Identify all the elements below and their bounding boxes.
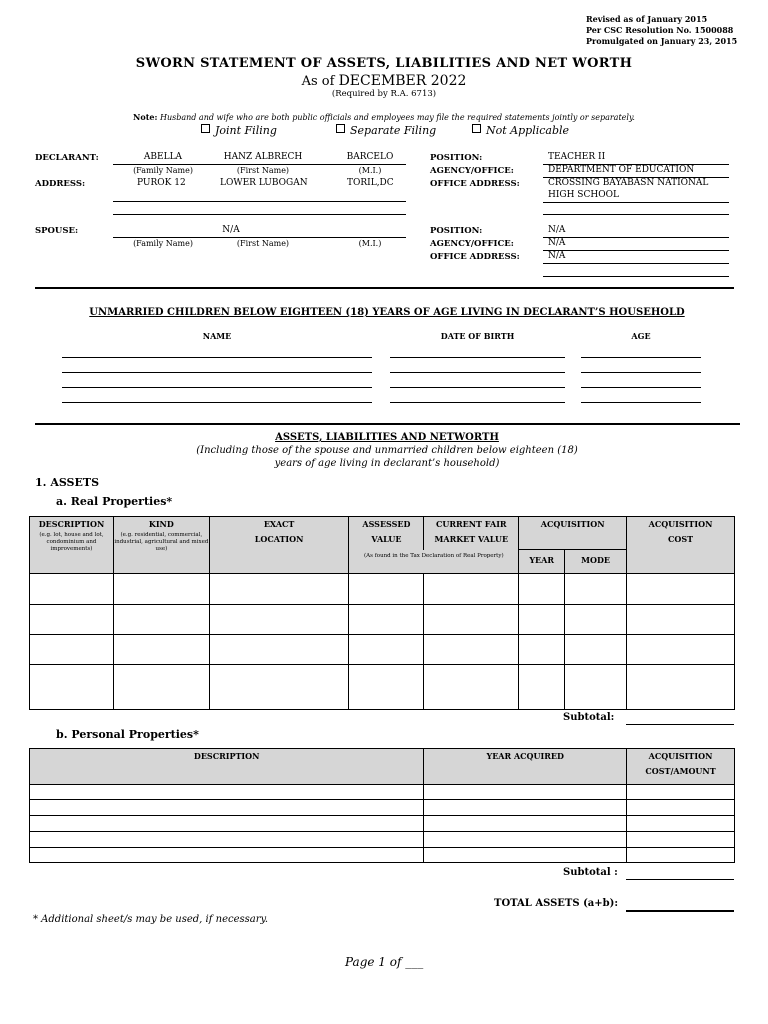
page-number: Page 1 of ___ xyxy=(345,955,424,969)
not-applicable-option[interactable] xyxy=(472,124,569,137)
spouse-office-address-line-2 xyxy=(543,276,729,277)
total-assets-label: TOTAL ASSETS (a+b): xyxy=(494,898,619,909)
caption-first-name: (First Name) xyxy=(236,166,290,175)
real-subtotal-line[interactable] xyxy=(626,724,734,725)
real-subtotal-label: Subtotal: xyxy=(563,712,615,723)
assets-section-title: ASSETS, LIABILITIES AND NETWORTH xyxy=(275,432,499,443)
declarant-first-name[interactable]: HANZ ALBRECH xyxy=(223,152,303,162)
caption-mi: (M.I.) xyxy=(358,166,382,175)
child-dob-line[interactable] xyxy=(390,387,565,388)
real-col-cost: ACQUISITION COST xyxy=(627,517,735,574)
spouse-agency-value[interactable]: N/A xyxy=(548,238,566,248)
spouse-agency-line xyxy=(543,250,729,251)
declarant-family-name[interactable]: ABELLA xyxy=(143,152,183,162)
real-col-location: EXACT LOCATION xyxy=(209,517,349,574)
personal-properties-heading: b. Personal Properties* xyxy=(56,728,199,741)
spouse-agency-label: AGENCY/OFFICE: xyxy=(430,239,514,249)
declarant-label: DECLARANT: xyxy=(35,153,99,163)
real-properties-table xyxy=(29,516,735,710)
real-col-kind: KIND (e.g. residential, commercial, industrial, agricultural and mixed use) xyxy=(113,517,209,574)
office-address-1[interactable]: CROSSING BAYABASN NATIONAL xyxy=(548,178,709,188)
address-label: ADDRESS: xyxy=(35,179,86,189)
real-col-year: YEAR xyxy=(519,550,565,574)
separate-filing-option[interactable] xyxy=(336,124,436,137)
table-row xyxy=(30,785,735,800)
section-divider-1 xyxy=(35,287,734,289)
child-name-line[interactable] xyxy=(62,372,372,373)
separate-filing-checkbox[interactable] xyxy=(336,124,345,133)
assets-subtitle-1: (Including those of the spouse and unmarried children below eighteen (18) xyxy=(196,445,578,456)
csc-resolution: Per CSC Resolution No. 1500088 xyxy=(586,25,734,35)
joint-filing-checkbox[interactable] xyxy=(201,124,210,133)
real-properties-heading: a. Real Properties* xyxy=(56,495,173,508)
spouse-caption-first: (First Name) xyxy=(236,239,290,248)
spouse-name[interactable]: N/A xyxy=(222,225,240,235)
spouse-caption-family: (Family Name) xyxy=(133,239,193,248)
real-tax-note: (As found in the Tax Declaration of Real Property) xyxy=(349,550,519,574)
child-dob-line[interactable] xyxy=(390,372,565,373)
children-col-dob: DATE OF BIRTH xyxy=(440,331,515,341)
personal-subtotal-line[interactable] xyxy=(626,879,734,880)
children-col-age: AGE xyxy=(631,331,651,341)
real-col-description: DESCRIPTION (e.g. lot, house and lot, condominium and improvements) xyxy=(30,517,114,574)
personal-col-cost: ACQUISITION COST/AMOUNT xyxy=(627,749,735,785)
spouse-name-line xyxy=(113,237,406,238)
promulgated-date: Promulgated on January 23, 2015 xyxy=(586,36,738,46)
child-age-line[interactable] xyxy=(581,372,701,373)
office-address-line-2 xyxy=(543,214,729,215)
table-row xyxy=(30,848,735,863)
child-age-line[interactable] xyxy=(581,402,701,403)
table-row xyxy=(30,635,735,665)
table-row xyxy=(30,665,735,710)
as-of-date: DECEMBER 2022 xyxy=(338,73,467,89)
office-address-label: OFFICE ADDRESS: xyxy=(430,179,520,189)
section-divider-2 xyxy=(35,423,740,425)
real-col-mode: MODE xyxy=(565,550,627,574)
as-of-line xyxy=(0,73,768,89)
child-age-line[interactable] xyxy=(581,357,701,358)
revised-date: Revised as of January 2015 xyxy=(586,14,708,24)
separate-filing-label: Separate Filing xyxy=(350,124,437,137)
joint-filing-label: Joint Filing xyxy=(215,124,277,137)
real-col-assessed: ASSESSED VALUE xyxy=(349,517,424,550)
spouse-label: SPOUSE: xyxy=(35,226,79,236)
spouse-office-address-label: OFFICE ADDRESS: xyxy=(430,252,520,262)
assets-subtitle-2: years of age living in declarant’s household) xyxy=(274,458,500,469)
office-address-2[interactable]: HIGH SCHOOL xyxy=(548,190,619,200)
table-row xyxy=(30,816,735,832)
revision-block xyxy=(586,14,737,47)
total-assets-line[interactable] xyxy=(626,910,734,912)
caption-family-name: (Family Name) xyxy=(133,166,193,175)
table-row xyxy=(30,832,735,848)
child-name-line[interactable] xyxy=(62,357,372,358)
table-row xyxy=(30,800,735,816)
agency-value[interactable]: DEPARTMENT OF EDUCATION xyxy=(548,165,695,175)
joint-filing-option[interactable] xyxy=(201,124,277,137)
assets-heading: 1. ASSETS xyxy=(35,476,100,489)
personal-properties-table xyxy=(29,748,735,863)
child-dob-line[interactable] xyxy=(390,402,565,403)
office-address-line-1 xyxy=(543,202,729,203)
personal-col-year: YEAR ACQUIRED xyxy=(424,749,627,785)
as-of-label: As of xyxy=(301,74,335,89)
note xyxy=(0,112,768,122)
agency-label: AGENCY/OFFICE: xyxy=(430,166,514,176)
spouse-office-address-line-1 xyxy=(543,263,729,264)
note-label: Note: xyxy=(133,112,158,122)
position-label: POSITION: xyxy=(430,153,483,163)
position-value[interactable]: TEACHER II xyxy=(548,152,606,162)
address-part-2[interactable]: LOWER LUBOGAN xyxy=(220,178,308,188)
personal-col-description: DESCRIPTION xyxy=(30,749,424,785)
note-text: Husband and wife who are both public officials and employees may file the required statements jointly or separately. xyxy=(159,113,635,122)
child-name-line[interactable] xyxy=(62,402,372,403)
declarant-mi[interactable]: BARCELO xyxy=(346,152,394,162)
children-section-title: UNMARRIED CHILDREN BELOW EIGHTEEN (18) YEARS OF AGE LIVING IN DECLARANT’S HOUSEHOLD xyxy=(89,307,685,318)
spouse-office-address-value[interactable]: N/A xyxy=(548,251,566,261)
children-col-name: NAME xyxy=(202,331,232,341)
real-col-acquisition: ACQUISITION xyxy=(519,517,627,550)
spouse-position-line xyxy=(543,237,729,238)
spouse-position-value[interactable]: N/A xyxy=(548,225,566,235)
form-title: SWORN STATEMENT OF ASSETS, LIABILITIES AND NET WORTH xyxy=(135,56,633,71)
not-applicable-label: Not Applicable xyxy=(486,124,570,137)
spouse-position-label: POSITION: xyxy=(430,226,483,236)
address-line-2 xyxy=(113,214,406,215)
personal-subtotal-label: Subtotal : xyxy=(563,867,618,878)
table-row xyxy=(30,574,735,605)
footnote: * Additional sheet/s may be used, if necessary. xyxy=(33,914,269,925)
real-col-fair-market: CURRENT FAIR MARKET VALUE xyxy=(424,517,519,550)
child-name-line[interactable] xyxy=(62,387,372,388)
address-part-1[interactable]: PUROK 12 xyxy=(137,178,186,188)
not-applicable-checkbox[interactable] xyxy=(472,124,481,133)
spouse-caption-mi: (M.I.) xyxy=(358,239,382,248)
declarant-name-line xyxy=(113,164,406,165)
address-part-3[interactable]: TORIL,DC xyxy=(347,178,394,188)
address-line-1 xyxy=(113,201,406,202)
child-dob-line[interactable] xyxy=(390,357,565,358)
required-by: (Required by R.A. 6713) xyxy=(331,89,437,99)
table-row xyxy=(30,605,735,635)
child-age-line[interactable] xyxy=(581,387,701,388)
